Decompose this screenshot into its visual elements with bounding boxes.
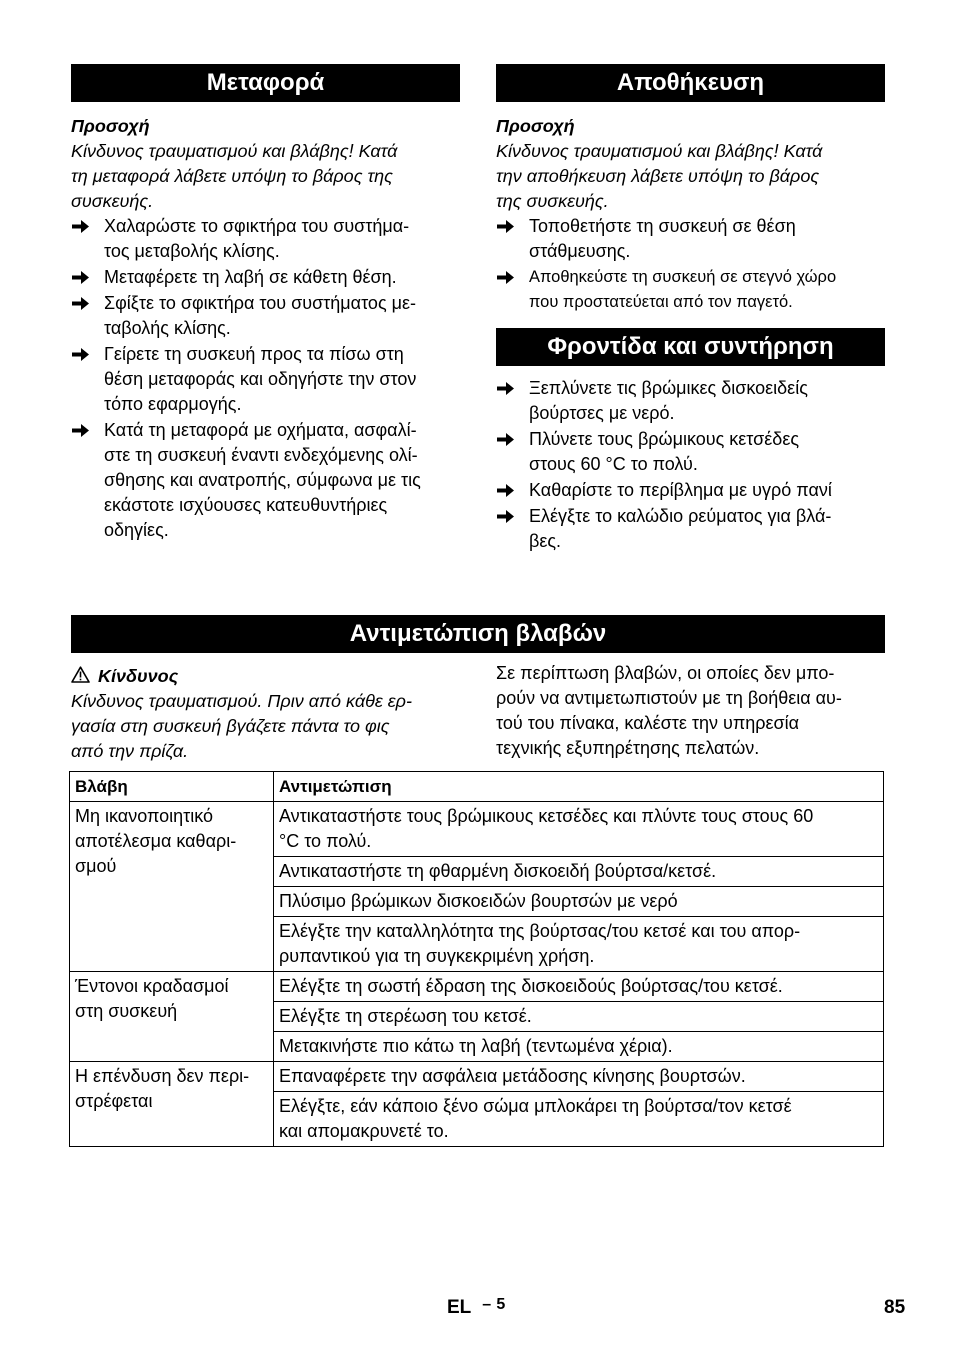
remedy-cell: Πλύσιμο βρώμικων δισκοειδών βουρτσών με νερό bbox=[274, 887, 884, 917]
storage-section bbox=[496, 64, 885, 316]
list-item: Αποθηκεύστε τη συσκευή σε στεγνό χώρο που προστατεύεται από τον παγετό. bbox=[496, 265, 885, 315]
remedy-cell: Μετακινήστε πιο κάτω τη λαβή (τεντωμένα χέρια). bbox=[274, 1032, 884, 1062]
remedy-cell: Ελέγξτε την καταλληλότητα της βούρτσας/του κετσέ και του απορ- ρυπαντικού για τη συγκεκριμένη χρήση. bbox=[274, 917, 884, 972]
list-item: Καθαρίστε το περίβλημα με υγρό πανί bbox=[496, 478, 885, 503]
arrow-right-icon bbox=[497, 483, 514, 498]
section-heading: Αποθήκευση bbox=[496, 64, 885, 102]
table-row bbox=[70, 1062, 884, 1092]
fault-cell: Μη ικανοποιητικό αποτέλεσμα καθαρι- σμού bbox=[70, 802, 274, 972]
arrow-right-icon bbox=[72, 347, 89, 362]
danger-title: Κίνδυνος bbox=[98, 666, 179, 686]
table-header-row bbox=[70, 772, 884, 802]
table-row bbox=[70, 802, 884, 857]
fault-cell: Έντονοι κραδασμοί στη συσκευή bbox=[70, 972, 274, 1062]
troubleshooting-heading: Αντιμετώπιση βλαβών bbox=[71, 615, 885, 653]
footer-language: EL – $^5$ bbox=[447, 1296, 506, 1318]
table-row bbox=[70, 972, 884, 1002]
caution-title: Προσοχή bbox=[71, 116, 150, 136]
caution-title: Προσοχή bbox=[496, 116, 575, 136]
transport-steps bbox=[71, 214, 460, 543]
danger-note bbox=[71, 664, 460, 764]
list-item: Ελέγξτε το καλώδιο ρεύματος για βλά- βες. bbox=[496, 504, 885, 554]
arrow-right-icon bbox=[497, 219, 514, 234]
list-item: Κατά τη μεταφορά με οχήματα, ασφαλί- στε τη συσκευή έναντι ενδεχόμενης ολί- σθησης και ανατροπής, σύμφωνα με τις εκάστοτε ισχύουσες κατευθυντήριες οδηγίες. bbox=[71, 418, 460, 543]
page-number: 85 bbox=[884, 1297, 906, 1318]
caution-text: Κίνδυνος τραυματισμού και βλάβης! Κατά την αποθήκευση λάβετε υπόψη το βάρος της συσκευής. bbox=[496, 141, 823, 211]
section-heading: Μεταφορά bbox=[71, 64, 460, 102]
column-header: Αντιμετώπιση bbox=[274, 772, 884, 802]
list-item: Τοποθετήστε τη συσκευή σε θέση στάθμευσης. bbox=[496, 214, 885, 264]
list-item: Ξεπλύνετε τις βρώμικες δισκοειδείς βούρτσες με νερό. bbox=[496, 376, 885, 426]
list-item: Χαλαρώστε το σφικτήρα του συστήμα- τος μεταβολής κλίσης. bbox=[71, 214, 460, 264]
arrow-right-icon bbox=[72, 423, 89, 438]
list-item: Πλύνετε τους βρώμικους κετσέδες στους 60 °C το πολύ. bbox=[496, 427, 885, 477]
remedy-cell: Ελέγξτε, εάν κάποιο ξένο σώμα μπλοκάρει τη βούρτσα/τον κετσέ και απομακρυνετέ το. bbox=[274, 1092, 884, 1147]
danger-text: Κίνδυνος τραυματισμού. Πριν από κάθε ερ- γασία στη συσκευή βγάζετε πάντα το φις από την πρίζα. bbox=[71, 691, 412, 761]
list-item: Σφίξτε το σφικτήρα του συστήματος με- ταβολής κλίσης. bbox=[71, 291, 460, 341]
remedy-cell: Ελέγξτε τη σωστή έδραση της δισκοειδούς βούρτσας/του κετσέ. bbox=[274, 972, 884, 1002]
arrow-right-icon bbox=[72, 219, 89, 234]
arrow-right-icon bbox=[497, 381, 514, 396]
troubleshooting-intro: Σε περίπτωση βλαβών, οι οποίες δεν μπο- ρούν να αντιμετωπιστούν με τη βοήθεια αυ- τού του πίνακα, καλέστε την υπηρεσία τεχνικής εξυπηρέτησης πελατών. bbox=[496, 663, 842, 758]
arrow-right-icon bbox=[497, 270, 514, 285]
arrow-right-icon bbox=[72, 270, 89, 285]
remedy-cell: Επαναφέρετε την ασφάλεια μετάδοσης κίνησης βουρτσών. bbox=[274, 1062, 884, 1092]
arrow-right-icon bbox=[497, 432, 514, 447]
column-header: Βλάβη bbox=[70, 772, 274, 802]
fault-cell: Η επένδυση δεν περι- στρέφεται bbox=[70, 1062, 274, 1147]
remedy-cell: Ελέγξτε τη στερέωση του κετσέ. bbox=[274, 1002, 884, 1032]
section-heading: Φροντίδα και συντήρηση bbox=[496, 328, 885, 366]
warning-triangle-icon bbox=[71, 666, 90, 683]
transport-section bbox=[71, 64, 460, 544]
remedy-cell: Αντικαταστήστε τους βρώμικους κετσέδες και πλύντε τους στους 60 °C το πολύ. bbox=[274, 802, 884, 857]
caution-text: Κίνδυνος τραυματισμού και βλάβης! Κατά τη μεταφορά λάβετε υπόψη το βάρος της συσκευής. bbox=[71, 141, 398, 211]
care-section bbox=[496, 328, 885, 555]
care-steps bbox=[496, 376, 885, 554]
remedy-cell: Αντικαταστήστε τη φθαρμένη δισκοειδή βούρτσα/κετσέ. bbox=[274, 857, 884, 887]
fault-table bbox=[69, 771, 884, 1147]
list-item: Μεταφέρετε τη λαβή σε κάθετη θέση. bbox=[71, 265, 460, 290]
arrow-right-icon bbox=[72, 296, 89, 311]
storage-steps bbox=[496, 214, 885, 315]
list-item: Γείρετε τη συσκευή προς τα πίσω στη θέση μεταφοράς και οδηγήστε την στον τόπο εφαρμογής. bbox=[71, 342, 460, 417]
arrow-right-icon bbox=[497, 509, 514, 524]
